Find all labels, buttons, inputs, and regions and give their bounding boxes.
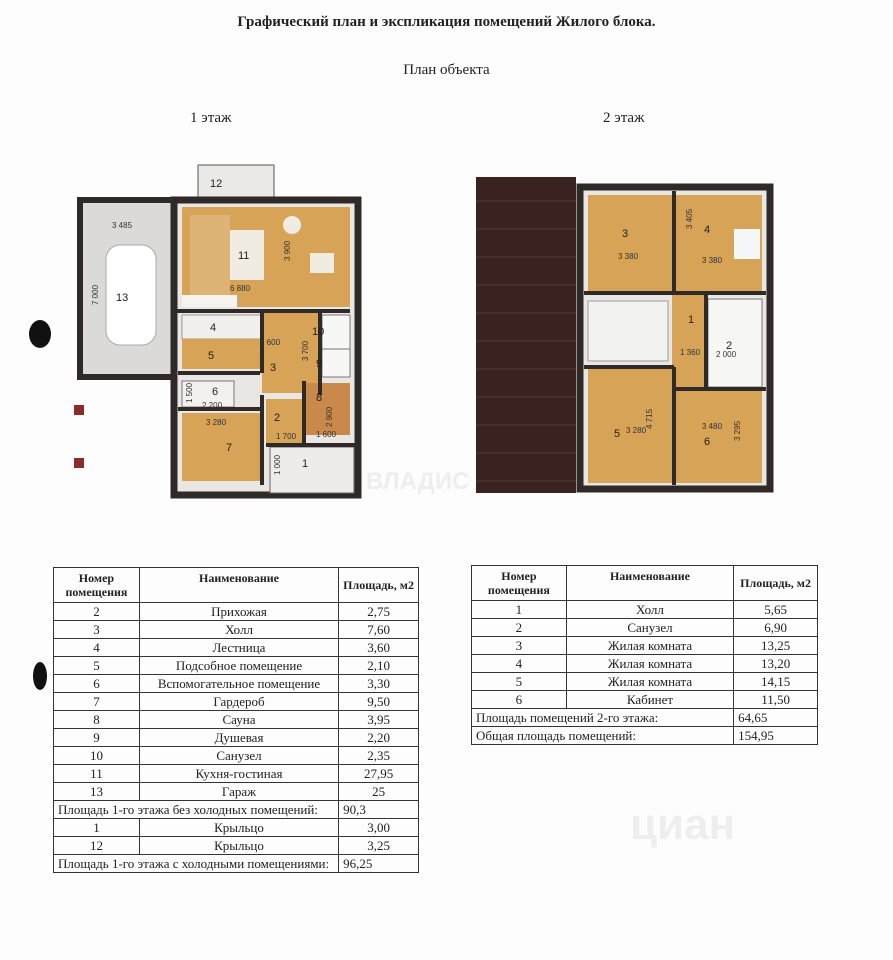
- cell-number: 12: [54, 837, 140, 855]
- punch-hole: [29, 320, 51, 348]
- cell-number: 5: [472, 673, 567, 691]
- dim-3700: 3 700: [301, 340, 310, 361]
- summary-label: Площадь 1-го этажа без холодных помещений:: [54, 801, 339, 819]
- dim-1600: 1 600: [316, 430, 337, 439]
- table-row: [54, 819, 419, 837]
- table-row: [54, 711, 419, 729]
- table-row: [472, 601, 818, 619]
- cell-name: Холл: [566, 601, 733, 619]
- table-row: [54, 693, 419, 711]
- cell-area: 27,95: [339, 765, 419, 783]
- dim-6880: 6 880: [230, 284, 251, 293]
- label-room-1: 1: [688, 314, 695, 326]
- cell-area: 2,10: [339, 657, 419, 675]
- cell-area: 3,60: [339, 639, 419, 657]
- cell-name: Вспомогательное помещение: [139, 675, 338, 693]
- cell-name: Прихожая: [139, 603, 338, 621]
- cell-area: 3,25: [339, 837, 419, 855]
- table-row: [54, 621, 419, 639]
- header-name: Наименование: [566, 566, 733, 601]
- label-room-1: 1: [302, 458, 309, 470]
- cell-number: 6: [54, 675, 140, 693]
- cell-number: 9: [54, 729, 140, 747]
- dim-3280: 3 280: [626, 426, 647, 435]
- cell-name: Кабинет: [566, 691, 733, 709]
- label-room-8: 8: [316, 392, 323, 404]
- cell-name: Жилая комната: [566, 655, 733, 673]
- cell-number: 1: [472, 601, 567, 619]
- dim-1500: 1 500: [185, 382, 194, 403]
- cell-area: 25: [339, 783, 419, 801]
- label-room-9: 9: [316, 358, 323, 370]
- summary-label: Площадь помещений 2-го этажа:: [472, 709, 734, 727]
- cell-name: Санузел: [566, 619, 733, 637]
- cell-name: Крыльцо: [139, 837, 338, 855]
- label-room-11: 11: [238, 250, 250, 262]
- label-room-6: 6: [704, 436, 711, 448]
- dim-7000: 7 000: [91, 284, 100, 305]
- table-row: [472, 673, 818, 691]
- table-row: [472, 655, 818, 673]
- cell-area: 14,15: [734, 673, 818, 691]
- explication-table-floor1: [53, 567, 419, 873]
- table-row: [54, 639, 419, 657]
- cell-area: 6,90: [734, 619, 818, 637]
- label-room-4: 4: [210, 322, 217, 334]
- summary-row: [54, 855, 419, 873]
- cell-number: 2: [54, 603, 140, 621]
- table-row: [54, 783, 419, 801]
- header-number: Номер помещения: [54, 568, 140, 603]
- cell-area: 5,65: [734, 601, 818, 619]
- cell-area: 2,75: [339, 603, 419, 621]
- label-room-12: 12: [210, 178, 223, 190]
- cell-area: 2,35: [339, 747, 419, 765]
- cell-number: 11: [54, 765, 140, 783]
- summary-value: 154,95: [734, 727, 818, 745]
- label-room-3: 3: [622, 228, 629, 240]
- table-row: [54, 729, 419, 747]
- summary-value: 96,25: [339, 855, 419, 873]
- table-row: [54, 765, 419, 783]
- cell-area: 3,30: [339, 675, 419, 693]
- table-row: [54, 837, 419, 855]
- cell-name: Гардероб: [139, 693, 338, 711]
- table-row: [472, 637, 818, 655]
- floor2-plan: [476, 177, 778, 495]
- dim-2200: 2 200: [202, 401, 223, 410]
- dim-3380b: 3 380: [702, 256, 723, 265]
- label-room-13: 13: [116, 292, 129, 304]
- dim-2900: 2 900: [325, 406, 334, 427]
- cell-name: Жилая комната: [566, 673, 733, 691]
- dim-1000: 1 000: [273, 454, 282, 475]
- floor1-label: 1 этаж: [190, 110, 232, 126]
- cell-area: 13,25: [734, 637, 818, 655]
- summary-value: 64,65: [734, 709, 818, 727]
- cell-number: 2: [472, 619, 567, 637]
- summary-value: 90,3: [339, 801, 419, 819]
- dim-1360: 1 360: [680, 348, 701, 357]
- floor2-label: 2 этаж: [603, 110, 645, 126]
- table-row: [54, 603, 419, 621]
- cell-number: 1: [54, 819, 140, 837]
- document-title: Графический план и экспликация помещений Жилого блока.: [237, 14, 656, 30]
- header-number: Номер помещения: [472, 566, 567, 601]
- dim-3295: 3 295: [733, 420, 742, 441]
- dim-3280: 3 280: [206, 418, 227, 427]
- cell-name: Крыльцо: [139, 819, 338, 837]
- label-room-2: 2: [274, 412, 281, 424]
- label-room-3: 3: [270, 362, 277, 374]
- cell-number: 8: [54, 711, 140, 729]
- dim-2000: 2 000: [716, 350, 737, 359]
- cell-area: 2,20: [339, 729, 419, 747]
- cell-area: 13,20: [734, 655, 818, 673]
- cell-name: Душевая: [139, 729, 338, 747]
- header-area: Площадь, м2: [734, 566, 818, 601]
- cell-name: Холл: [139, 621, 338, 639]
- explication-table-floor2: [471, 565, 818, 745]
- document-subtitle: План объекта: [403, 62, 490, 78]
- header-name: Наименование: [139, 568, 338, 603]
- label-room-5: 5: [208, 350, 215, 362]
- summary-row: [54, 801, 419, 819]
- label-room-7: 7: [226, 442, 233, 454]
- cell-number: 13: [54, 783, 140, 801]
- cell-number: 3: [472, 637, 567, 655]
- watermark-cian: циан: [630, 800, 736, 849]
- dim-3900: 3 900: [283, 240, 292, 261]
- dim-4715: 4 715: [645, 408, 654, 429]
- table-row: [54, 747, 419, 765]
- cell-name: Лестница: [139, 639, 338, 657]
- cell-number: 4: [472, 655, 567, 673]
- cell-name: Подсобное помещение: [139, 657, 338, 675]
- header-area: Площадь, м2: [339, 568, 419, 603]
- label-room-10: 10: [312, 326, 325, 338]
- cell-name: Санузел: [139, 747, 338, 765]
- table-row: [472, 691, 818, 709]
- cell-number: 7: [54, 693, 140, 711]
- cell-area: 9,50: [339, 693, 419, 711]
- label-room-5: 5: [614, 428, 621, 440]
- cell-area: 3,00: [339, 819, 419, 837]
- dim-1700: 1 700: [276, 432, 297, 441]
- watermark-vladis: ВЛАДИС: [366, 468, 470, 495]
- cell-area: 7,60: [339, 621, 419, 639]
- label-room-6: 6: [212, 386, 219, 398]
- summary-label: Общая площадь помещений:: [472, 727, 734, 745]
- label-room-2: 2: [726, 340, 733, 352]
- cell-name: Жилая комната: [566, 637, 733, 655]
- table-row: [54, 675, 419, 693]
- cell-number: 6: [472, 691, 567, 709]
- floor1-plan: [70, 155, 370, 500]
- cell-area: 3,95: [339, 711, 419, 729]
- cell-number: 5: [54, 657, 140, 675]
- cell-area: 11,50: [734, 691, 818, 709]
- cell-number: 4: [54, 639, 140, 657]
- cell-name: Гараж: [139, 783, 338, 801]
- table-row: [472, 619, 818, 637]
- summary-row: [472, 727, 818, 745]
- cell-name: Сауна: [139, 711, 338, 729]
- label-room-4: 4: [704, 224, 711, 236]
- dim-3405: 3 405: [685, 208, 694, 229]
- summary-row: [472, 709, 818, 727]
- dim-3485: 3 485: [112, 221, 133, 230]
- cell-name: Кухня-гостиная: [139, 765, 338, 783]
- dim-3480: 3 480: [702, 422, 723, 431]
- summary-label: Площадь 1-го этажа с холодными помещениями:: [54, 855, 339, 873]
- cell-number: 10: [54, 747, 140, 765]
- punch-hole: [33, 662, 47, 690]
- dim-3380a: 3 380: [618, 252, 639, 261]
- dim-2600: 2 600: [260, 338, 281, 347]
- table-row: [54, 657, 419, 675]
- cell-number: 3: [54, 621, 140, 639]
